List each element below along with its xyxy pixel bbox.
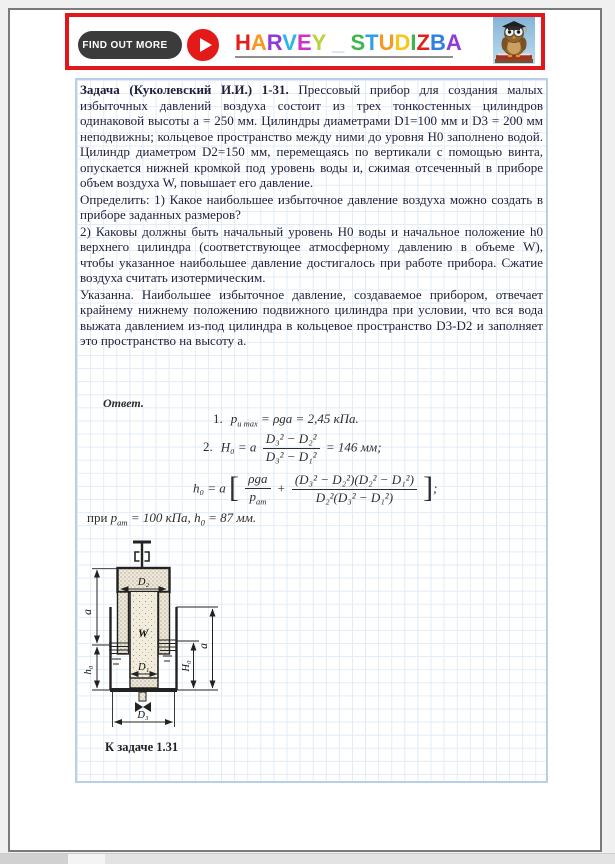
- fraction: $\frac{\text{D₃² − D₂²}}{\text{D₃² − D₁²}}$: [263, 432, 320, 465]
- fraction: $\frac{\text{(D₃² − D₂²)(D₂² − D₁²)}}{\text{D₂²(D₃² − D₁²)}}$: [292, 473, 417, 506]
- brand-letter: A: [445, 30, 462, 55]
- formula-1: 1. $p_{и max} = \rho ga = 2,45$ кПа.: [213, 411, 359, 429]
- scrollbar-track-segment: [68, 854, 105, 864]
- brand-letter: Y: [311, 30, 326, 55]
- formula-result: при $p_{ат} = 100$ кПа, $h_0 = 87$ мм.: [87, 510, 257, 528]
- play-icon: [200, 38, 212, 52]
- horizontal-scrollbar[interactable]: [0, 853, 615, 864]
- find-out-more-label: FIND OUT MORE: [82, 39, 168, 51]
- label-d1: D₁: [138, 662, 150, 673]
- apparatus-diagram: [81, 530, 229, 738]
- brand-letter: Z: [416, 30, 430, 55]
- paragraph-question2: 2) Каковы должны быть начальный уровень H0 воды и начальное положение h0 верхнего цилиндра (соответствующее атмосферному давлению в объеме W), чтобы указанное наибольшее давление достигалось при работе прибора. Сжатие воздуха считать изотермическим.: [80, 223, 543, 285]
- label-H0: H₀: [181, 660, 192, 672]
- label-d2: D₂: [137, 577, 150, 588]
- brand-letter: D: [394, 30, 411, 55]
- brand-letter: H: [235, 30, 251, 55]
- promo-banner[interactable]: [65, 13, 545, 70]
- formula-2: 2. H₀ = a $\frac{\text{D₃² − D₂²}}{\text{D₃² − D₁²}}$ = 146 мм;: [203, 431, 382, 464]
- brand-letter: E: [296, 30, 312, 55]
- label-h0: h₀: [83, 665, 94, 675]
- problem-text: [80, 82, 543, 350]
- paragraph-hint: Указанна. Наибольшее избыточное давление, создаваемое прибором, отвечает крайнему нижнему положению подвижного цилиндра при условии, что вся вода выжата давлением из-под цилиндра в кольцевое пространство D3-D2 и заполняет это пространство на высоту a.: [80, 286, 543, 348]
- play-button[interactable]: [185, 27, 221, 63]
- label-w: W: [138, 628, 149, 640]
- brand-letter: V: [282, 30, 297, 55]
- label-a-left: a: [82, 609, 94, 615]
- paragraph-problem: Задача (Куколевский И.И.) 1-31. Прессовый прибор для создания малых избыточных давлений воздуха состоит из трех тонкостенных цилиндров одинаковой высоты a = 250 мм. Цилиндры диаметрами D1=100 мм и D3 = 200 мм неподвижны; кольцевое пространство между ними до уровня H0 заполнено водой. Цилиндр диаметром D2=150 мм, перемещаясь по вертикали с помощью винта, опускается нижней кромкой под уровень воды и, сжимая отсеченный в приборе объем воздуха W, повышает его давление.: [80, 82, 543, 190]
- answer-label: Ответ.: [103, 396, 144, 410]
- brand-letter: _: [332, 30, 345, 55]
- fraction: $\frac{\text{ρga}}{p_{ат}}$: [245, 472, 270, 507]
- brand-letter: S: [350, 30, 366, 55]
- scrollbar-thumb[interactable]: [0, 854, 68, 864]
- formula-3: h₀ = a [ $\frac{\text{ρga}}{p_{ат}}$ + $\frac{\text{(D₃² − D₂²)(D₂² − D₁²)}}{\text{D₂²(D₃² − D₁²)}}$ ];: [193, 470, 438, 507]
- label-d3: D₃: [137, 710, 149, 721]
- brand-letter: B: [429, 30, 446, 55]
- paragraph-question1: Определить: 1) Какое наибольшее избыточное давление воздуха можно создать в приборе заданных размеров?: [80, 191, 543, 222]
- figure-caption: К задаче 1.31: [105, 740, 179, 754]
- document-page: [8, 8, 602, 852]
- label-a-right: a: [198, 643, 210, 649]
- problem-sheet: [75, 78, 548, 783]
- brand-letter: A: [250, 30, 267, 55]
- find-out-more-button[interactable]: [78, 31, 182, 59]
- brand-letter: I: [410, 30, 417, 55]
- brand-letter: R: [266, 30, 283, 55]
- problem-title: Задача (Куколевский И.И.) 1-31.: [80, 82, 289, 97]
- brand-logo-text[interactable]: [235, 30, 462, 56]
- brand-letter: T: [365, 30, 379, 55]
- brand-letter: U: [378, 30, 395, 55]
- screw-nut: [135, 552, 140, 561]
- owl-mascot-image: [493, 17, 535, 64]
- brand-underline: [235, 56, 453, 58]
